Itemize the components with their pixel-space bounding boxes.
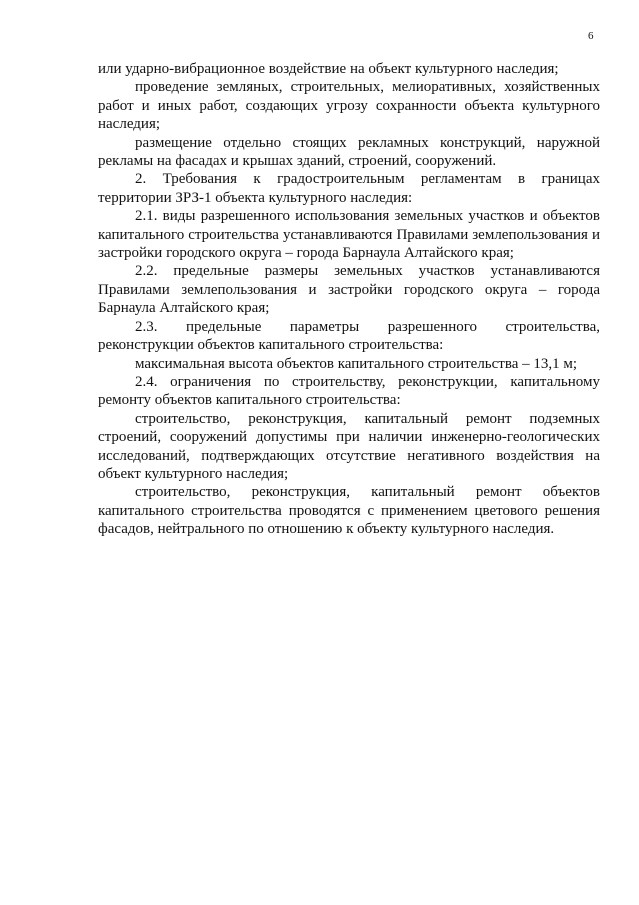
paragraph: 2.3. предельные параметры разрешенного строительства, реконструкции объектов капитального строительства:	[98, 318, 600, 354]
paragraph: или ударно-вибрационное воздействие на объект культурного наследия;	[98, 61, 559, 77]
paragraph: 2.4. ограничения по строительству, реконструкции, капитальному ремонту объектов капитального строительства:	[98, 373, 600, 409]
paragraph: 2.1. виды разрешенного использования земельных участков и объектов капитального строительства устанавливаются Правилами землепользования и застройки городского округа – города Барнаула Алтайского края;	[98, 208, 600, 262]
paragraph: размещение отдельно стоящих рекламных конструкций, наружной рекламы на фасадах и крышах зданий, строений, сооружений.	[98, 134, 600, 170]
paragraph: строительство, реконструкция, капитальный ремонт подземных строений, сооружений допустимы при наличии инженерно-геологических исследований, подтверждающих отсутствие негативного воздействия на объект культурного наследия;	[98, 410, 600, 482]
paragraph: 2. Требования к градостроительным регламентам в границах территории ЗРЗ-1 объекта культурного наследия:	[98, 171, 600, 206]
page-number: 6	[588, 30, 594, 42]
paragraph: проведение земляных, строительных, мелиоративных, хозяйственных работ и иных работ, создающих угрозу сохранности объекта культурного наследия;	[98, 79, 600, 133]
body-text	[98, 60, 600, 539]
paragraph: строительство, реконструкция, капитальный ремонт объектов капитального строительства проводятся с применением цветового решения фасадов, нейтрального по отношению к объекту культурного наследия.	[98, 484, 600, 538]
paragraph: максимальная высота объектов капитального строительства – 13,1 м;	[135, 355, 578, 372]
paragraph: 2.2. предельные размеры земельных участков устанавливаются Правилами землепользования и застройки городского округа – города Барнаула Алтайского края;	[98, 263, 600, 317]
